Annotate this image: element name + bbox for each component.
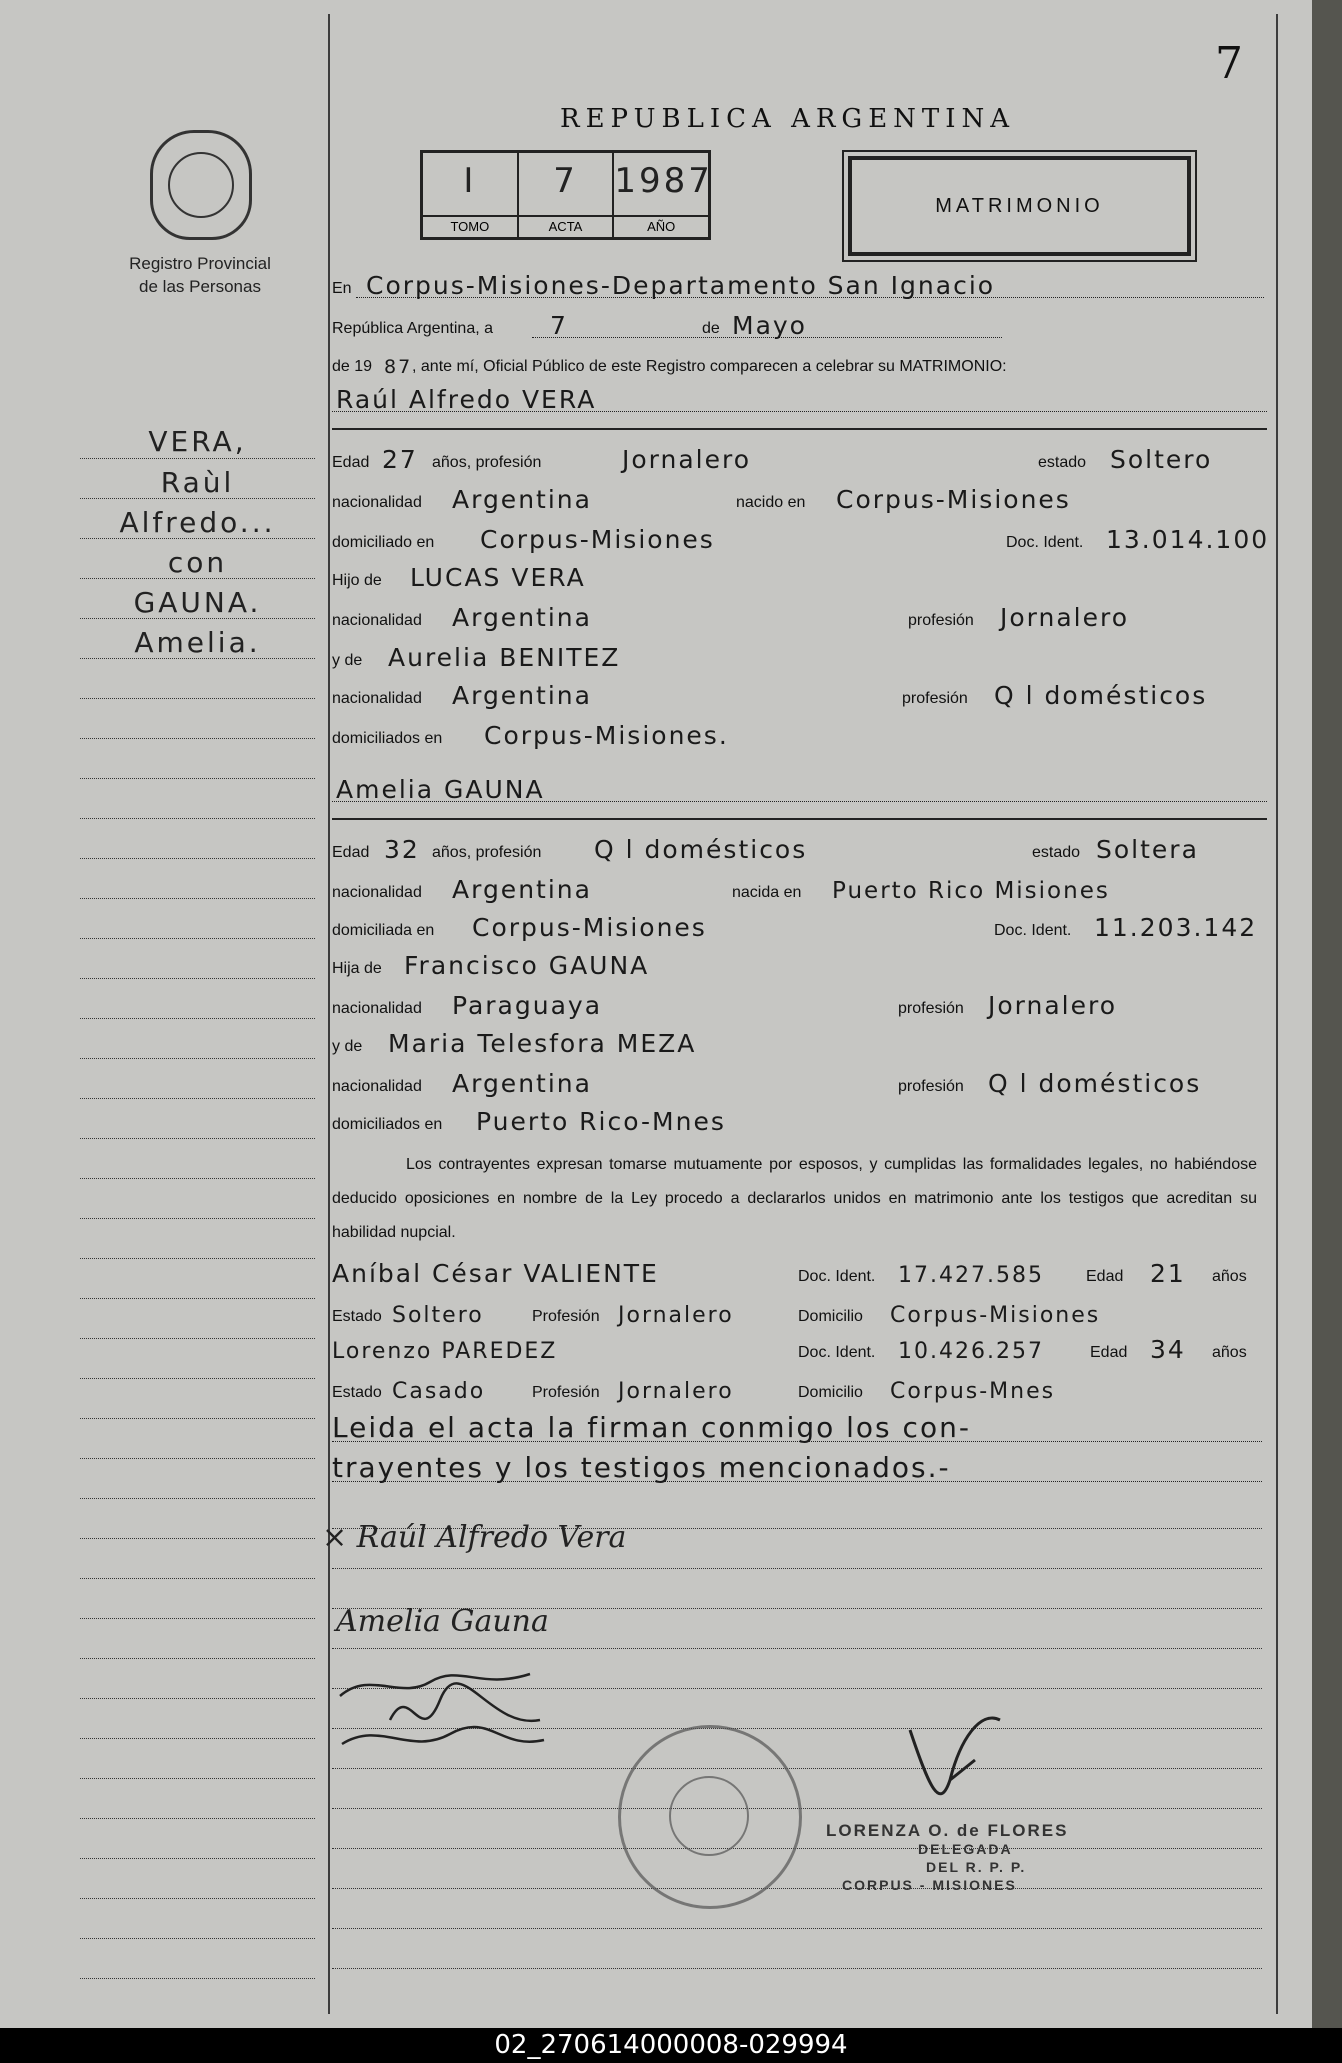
bride-name-row: Amelia GAUNA bbox=[332, 766, 1267, 806]
margin-note: Amelia. bbox=[134, 626, 261, 659]
margin-rule-line bbox=[80, 1098, 315, 1099]
place-row: En Corpus-Misiones-Departamento San Ignacio bbox=[332, 262, 1267, 302]
bride-father-row: Hija de Francisco GAUNA bbox=[332, 951, 650, 980]
bride-age-row: Edad 32 años, profesión Q l domésticos estado Soltera bbox=[332, 835, 1199, 864]
margin-note: con bbox=[167, 546, 228, 579]
footer-code: 02_270614000008-029994 bbox=[0, 2028, 1342, 2063]
margin-rule-line bbox=[80, 1618, 315, 1619]
witness-signatures-icon bbox=[330, 1660, 550, 1770]
page-title: REPUBLICA ARGENTINA bbox=[560, 104, 1016, 134]
margin-rule-line bbox=[80, 978, 315, 979]
margin-rule-line bbox=[80, 1858, 315, 1859]
blank-rule-line bbox=[332, 1928, 1262, 1929]
margin-rule-line bbox=[80, 458, 315, 459]
margin-rule-line bbox=[80, 1178, 315, 1179]
blank-rule-line bbox=[332, 1848, 1262, 1849]
margin-rule-line bbox=[80, 1898, 315, 1899]
margin-rule-line bbox=[80, 698, 315, 699]
appearance-row: de 19 87 , ante mí, Oficial Público de este Registro comparecen a celebrar su MATRIMONIO: bbox=[332, 356, 1007, 378]
tomo-cell: I TOMO bbox=[423, 153, 519, 237]
margin-rule-line bbox=[80, 1578, 315, 1579]
blank-rule-line bbox=[332, 1568, 1262, 1569]
groom-mother-row: y de Aurelia BENITEZ bbox=[332, 643, 621, 672]
groom-age-row: Edad 27 años, profesión Jornalero estado Soltero bbox=[332, 445, 1213, 474]
margin-rule-line bbox=[80, 1938, 315, 1939]
anio-cell: 1987 AÑO bbox=[614, 153, 708, 237]
margin-rule-line bbox=[80, 1378, 315, 1379]
groom-parents-address-row: domiciliados en Corpus-Misiones. bbox=[332, 721, 729, 750]
margin-rule-line bbox=[80, 1418, 315, 1419]
groom-signature: × Raúl Alfredo Vera bbox=[322, 1520, 627, 1555]
official-stamp: LORENZA O. de FLORES DELEGADA DEL R. P. P. CORPUS - MISIONES bbox=[826, 1821, 1069, 1893]
right-rule bbox=[1276, 14, 1278, 2014]
margin-rule-line bbox=[80, 778, 315, 779]
groom-father-row: Hijo de LUCAS VERA bbox=[332, 563, 586, 592]
acta-cell: 7 ACTA bbox=[519, 153, 615, 237]
margin-rule-line bbox=[80, 1058, 315, 1059]
margin-note: GAUNA. bbox=[133, 586, 262, 619]
margin-rule-line bbox=[80, 1218, 315, 1219]
witness2-details-row: Estado Casado Profesión Jornalero Domicilio Corpus-Mnes bbox=[332, 1379, 1056, 1404]
margin-rule-line bbox=[80, 1658, 315, 1659]
margin-rule-line bbox=[80, 1978, 315, 1979]
margin-rule-line bbox=[80, 1738, 315, 1739]
bride-address-row: domiciliada en Corpus-Misiones Doc. Ident. 11.203.142 bbox=[332, 913, 1258, 942]
margin-rule-line bbox=[80, 658, 315, 659]
bride-mother-details-row: nacionalidad Argentina profesión Q l domésticos bbox=[332, 1069, 1202, 1098]
margin-note: VERA, bbox=[148, 425, 247, 458]
margin-rule-line bbox=[80, 1258, 315, 1259]
groom-mother-details-row: nacionalidad Argentina profesión Q l domésticos bbox=[332, 681, 1208, 710]
official-signature-icon bbox=[880, 1700, 1030, 1820]
witness1-row: Aníbal César VALIENTE Doc. Ident. 17.427.585 Edad 21 años bbox=[332, 1259, 1247, 1288]
bride-father-details-row: nacionalidad Paraguaya profesión Jornalero bbox=[332, 991, 1118, 1020]
witness2-row: Lorenzo PAREDEZ Doc. Ident. 10.426.257 Edad 34 años bbox=[332, 1335, 1247, 1364]
margin-rule-line bbox=[80, 1538, 315, 1539]
bride-nationality-row: nacionalidad Argentina nacida en Puerto Rico Misiones bbox=[332, 875, 1110, 904]
groom-father-details-row: nacionalidad Argentina profesión Jornalero bbox=[332, 603, 1130, 632]
margin-rule-line bbox=[80, 538, 315, 539]
margin-rule-line bbox=[80, 1778, 315, 1779]
margin-rule-line bbox=[80, 858, 315, 859]
margin-rule-line bbox=[80, 1458, 315, 1459]
margin-rule-line bbox=[80, 618, 315, 619]
record-type-box: MATRIMONIO bbox=[848, 156, 1191, 256]
official-seal-icon bbox=[618, 1725, 802, 1909]
bride-parents-address-row: domiciliados en Puerto Rico-Mnes bbox=[332, 1107, 726, 1136]
groom-address-row: domiciliado en Corpus-Misiones Doc. Ident. 13.014.100 bbox=[332, 525, 1270, 554]
closing-line-2: trayentes y los testigos mencionados.- bbox=[332, 1444, 1267, 1486]
bride-mother-row: y de Maria Telesfora MEZA bbox=[332, 1029, 697, 1058]
date-row: República Argentina, a 7 de Mayo bbox=[332, 302, 1267, 342]
witness1-details-row: Estado Soltero Profesión Jornalero Domicilio Corpus-Misiones bbox=[332, 1303, 1101, 1328]
margin-rule-line bbox=[80, 1498, 315, 1499]
registry-name: Registro Provincial de las Personas bbox=[129, 254, 271, 296]
province-seal-icon bbox=[150, 130, 252, 240]
blank-rule-line bbox=[332, 1968, 1262, 1969]
margin-rule-line bbox=[80, 1138, 315, 1139]
declaration-text: Los contrayentes expresan tomarse mutuamente por esposos, y cumplidas las formalidades legales, no habiéndose deducido oposiciones en nombre de la Ley procedo a declararlos unidos en matrimonio ante los testigos que acreditan su habilidad nupcial. bbox=[332, 1156, 1257, 1241]
groom-name-row: Raúl Alfredo VERA bbox=[332, 376, 1267, 416]
margin-rule-line bbox=[80, 738, 315, 739]
margin-rule-line bbox=[80, 1298, 315, 1299]
margin-rule-line bbox=[80, 898, 315, 899]
margin-note: Raùl bbox=[160, 466, 235, 499]
bride-signature: Amelia Gauna bbox=[336, 1604, 549, 1639]
margin-rule-line bbox=[80, 1818, 315, 1819]
blank-rule-line bbox=[332, 1888, 1262, 1889]
page-number: 7 bbox=[1215, 38, 1243, 89]
margin-rule-line bbox=[80, 498, 315, 499]
record-index-box bbox=[420, 150, 711, 240]
margin-rule-line bbox=[80, 1018, 315, 1019]
margin-rule-line bbox=[80, 1698, 315, 1699]
page-edge bbox=[1312, 0, 1342, 2028]
margin-rule-line bbox=[80, 818, 315, 819]
blank-rule-line bbox=[332, 1648, 1262, 1649]
margin-rule-line bbox=[80, 1338, 315, 1339]
groom-nationality-row: nacionalidad Argentina nacido en Corpus-Misiones bbox=[332, 485, 1071, 514]
margin-rule-line bbox=[80, 938, 315, 939]
margin-note: Alfredo... bbox=[119, 506, 276, 539]
margin-rule-line bbox=[80, 578, 315, 579]
closing-line-1: Leida el acta la firman conmigo los con- bbox=[332, 1404, 1267, 1446]
